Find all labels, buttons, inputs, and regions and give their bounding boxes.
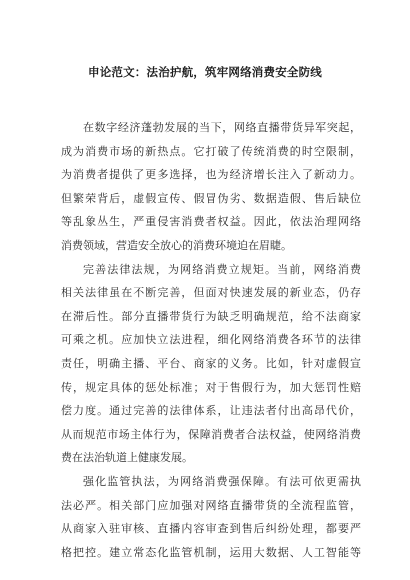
paragraph-line: 可乘之机。应加快立法进程，细化网络消费各环节的法律 bbox=[61, 333, 361, 347]
paragraph-line: 费在法治轨道上健康发展。 bbox=[61, 451, 193, 465]
paragraph-line: 从而规范市场主体行为，保障消费者合法权益，使网络消费 bbox=[61, 427, 361, 441]
paragraph-line: 成为消费市场的新热点。它打破了传统消费的时空限制， bbox=[61, 144, 361, 158]
paragraph-line: 等乱象丛生，严重侵害消费者权益。因此，依法治理网络 bbox=[61, 215, 361, 229]
paragraph-line: 从商家入驻审核、直播内容审查到售后纠纷处理，都要严 bbox=[61, 522, 361, 536]
document-title: 申论范文：法治护航，筑牢网络消费安全防线 bbox=[88, 65, 322, 79]
paragraph-line: 强化监管执法，为网络消费强保障。有法可依更需执 bbox=[83, 474, 361, 488]
paragraph-line: 偿力度。通过完善的法律体系，让违法者付出高昂代价， bbox=[61, 404, 361, 418]
paragraph-line: 完善法律法规，为网络消费立规矩。当前，网络消费 bbox=[83, 262, 361, 276]
document-body bbox=[61, 116, 361, 564]
paragraph-line: 在滞后性。部分直播带货行为缺乏明确规范，给不法商家 bbox=[61, 309, 361, 323]
paragraph-line: 在数字经济蓬勃发展的当下，网络直播带货异军突起， bbox=[83, 121, 361, 134]
paragraph-line: 相关法律虽在不断完善，但面对快速发展的新业态，仍存 bbox=[61, 286, 361, 300]
paragraph-line: 法必严。相关部门应加强对网络直播带货的全流程监管， bbox=[61, 498, 361, 512]
paragraph-line: 传，规定具体的惩处标准；对于售假行为，加大惩罚性赔 bbox=[61, 380, 361, 394]
paragraph-line: 责任，明确主播、平台、商家的义务。比如，针对虚假宣 bbox=[61, 356, 361, 370]
paragraph-line: 消费领域，营造安全放心的消费环境迫在眉睫。 bbox=[61, 238, 292, 252]
paragraph-line: 为消费者提供了更多选择，也为经济增长注入了新动力。 bbox=[61, 168, 361, 182]
paragraph-line: 格把控。建立常态化监管机制，运用大数据、人工智能等 bbox=[61, 545, 361, 559]
paragraph-line: 但繁荣背后，虚假宣传、假冒伪劣、数据造假、售后缺位 bbox=[61, 191, 361, 205]
